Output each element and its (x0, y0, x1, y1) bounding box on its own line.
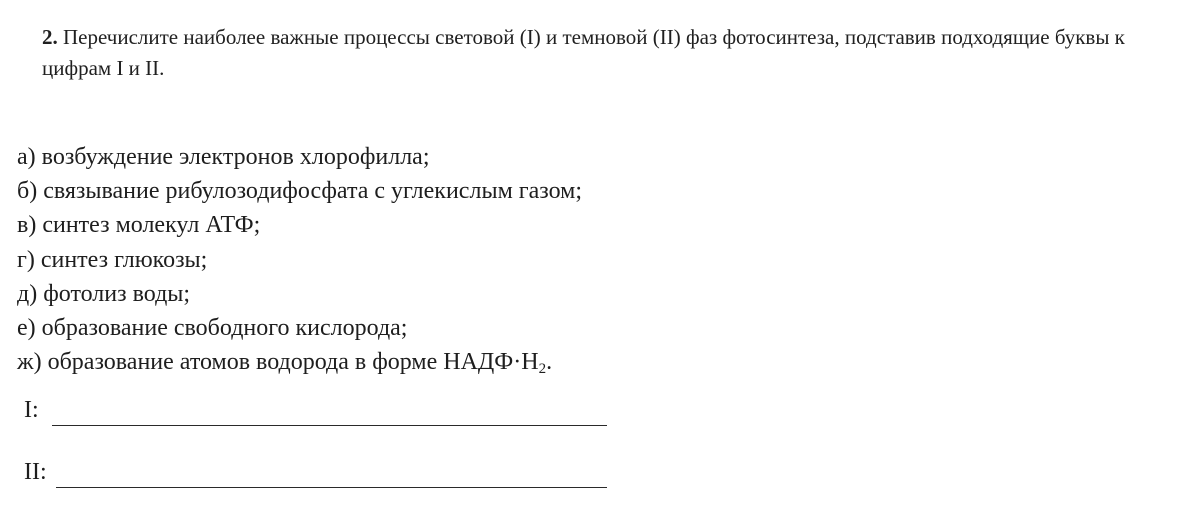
task-text: Перечислите наиболее важные процессы световой (I) и темновой (II) фаз фотосинтеза, подставив подходящие буквы к цифрам I и II. (42, 25, 1125, 80)
options-list (17, 140, 917, 386)
option-v: в) синтез молекул АТФ; (17, 212, 261, 239)
option-g: г) синтез глюкозы; (17, 246, 208, 273)
task-number: 2. (42, 25, 58, 49)
option-zh-end: . (546, 349, 553, 376)
option-zh-subscript: 2 (538, 361, 547, 378)
answer-label-light-phase: I: (24, 397, 39, 423)
option-b: б) связывание рибулозодифосфата с углекислым газом; (17, 178, 582, 205)
option-d: д) фотолиз воды; (17, 280, 191, 307)
answer-line-dark-phase[interactable] (56, 487, 607, 488)
answer-label-dark-phase: II: (24, 459, 47, 485)
option-a: а) возбуждение электронов хлорофилла; (17, 144, 430, 170)
option-zh (17, 345, 917, 386)
task-statement (42, 22, 1172, 84)
answer-line-light-phase[interactable] (52, 425, 607, 426)
option-e: е) образование свободного кислорода; (17, 315, 408, 342)
option-zh-text: ж) образование атомов водорода в форме НАДФ·Н (17, 349, 539, 376)
